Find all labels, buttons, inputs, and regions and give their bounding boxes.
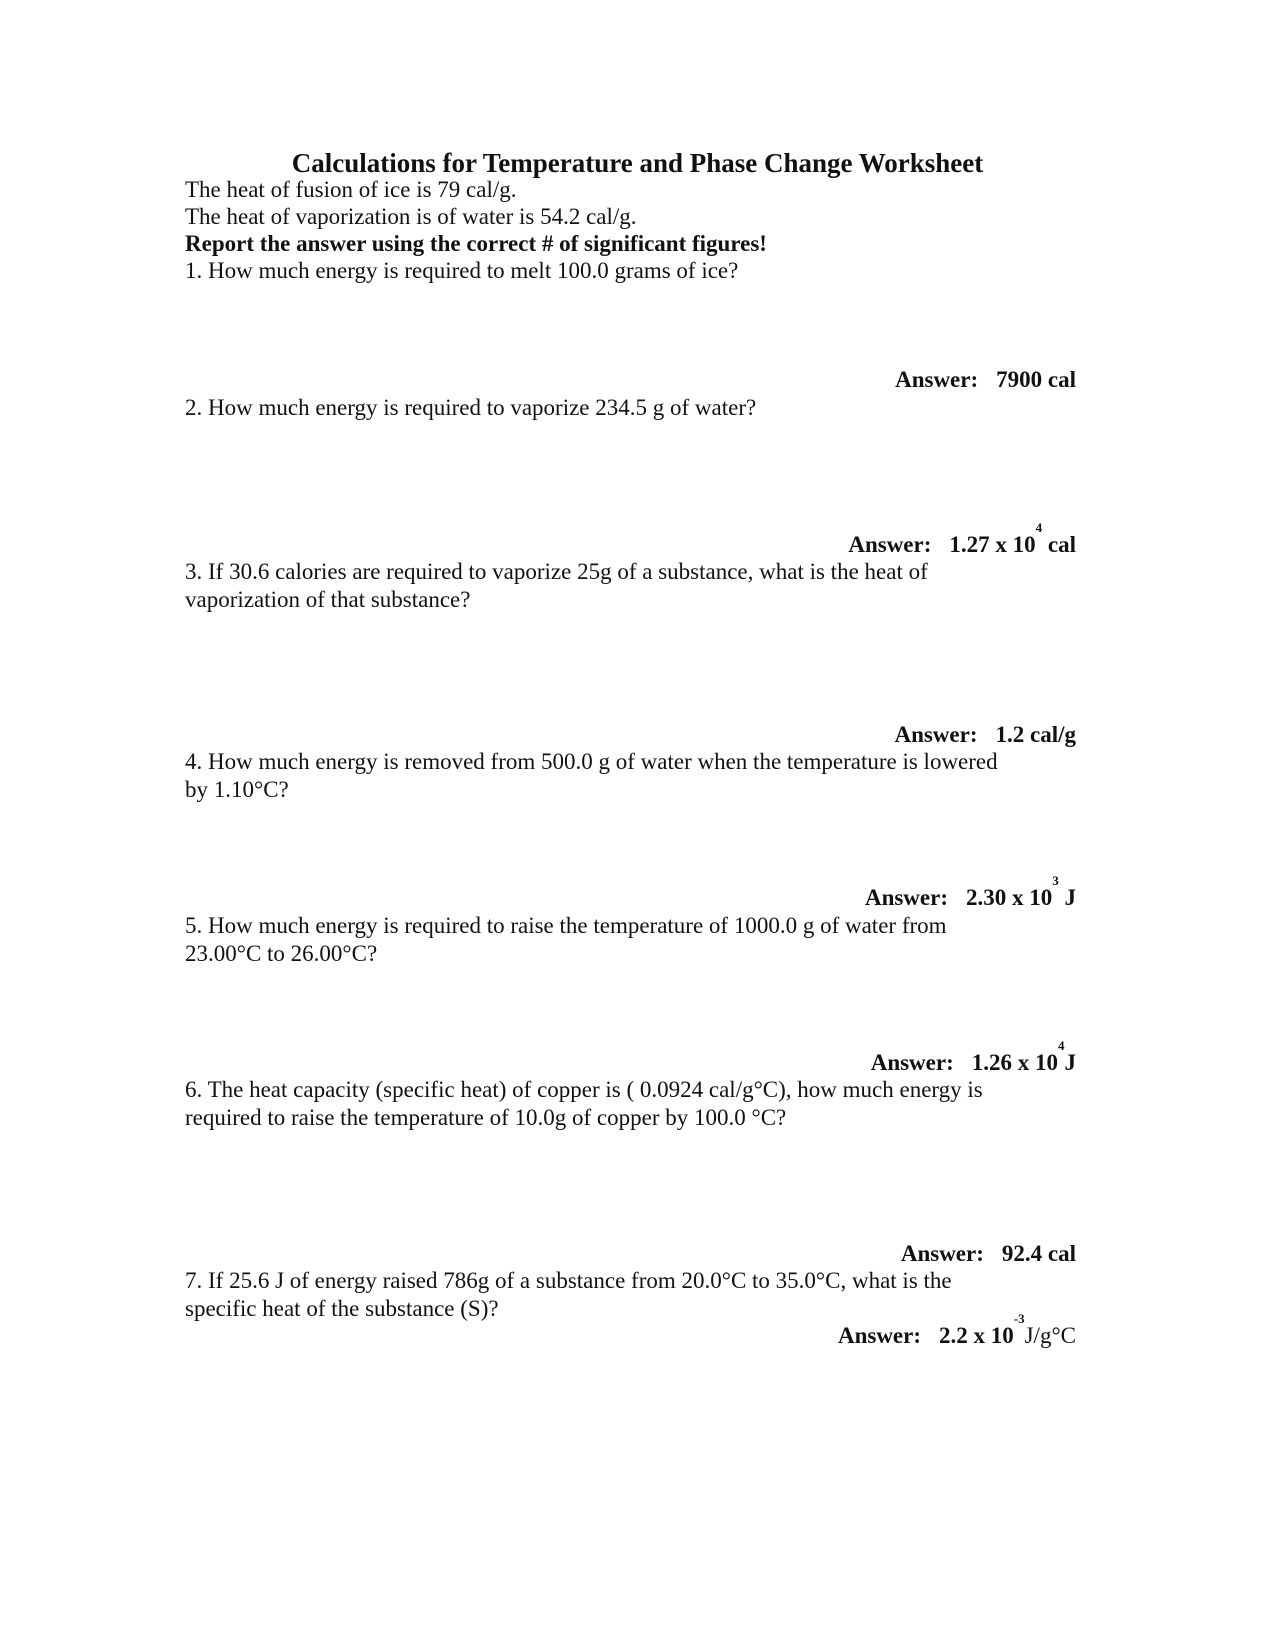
question-2-text: 2. How much energy is required to vaporize 234.5 g of water? <box>185 395 757 420</box>
question-5-text-line-1: 5. How much energy is required to raise the temperature of 1000.0 g of water from <box>185 913 947 938</box>
question-3-text-line-2: vaporization of that substance? <box>185 587 471 612</box>
question-2-answer <box>848 520 1076 559</box>
answer-unit: J <box>1064 1050 1076 1075</box>
question-4-answer <box>864 873 1076 912</box>
answer-label: Answer: <box>848 532 932 557</box>
answer-base: 1.26 x 10 <box>971 1050 1058 1075</box>
answer-label: Answer: <box>837 1323 922 1348</box>
question-5-answer <box>870 1038 1076 1077</box>
question-3-answer <box>894 721 1076 749</box>
answer-base: 2.30 x 10 <box>966 885 1053 910</box>
question-1-answer <box>895 366 1076 394</box>
answer-exponent: 3 <box>1052 873 1059 888</box>
answer-exponent: -3 <box>1013 1311 1025 1326</box>
answer-label: Answer: <box>894 722 978 747</box>
question-4-text-line-1: 4. How much energy is removed from 500.0 g of water when the temperature is lowered <box>185 749 998 774</box>
answer-label: Answer: <box>895 367 979 392</box>
answer-label: Answer: <box>864 885 948 910</box>
question-7-text-line-1: 7. If 25.6 J of energy raised 786g of a substance from 20.0°C to 35.0°C, what is the <box>185 1268 952 1293</box>
answer-value: 7900 cal <box>996 367 1076 392</box>
question-6-answer <box>901 1240 1076 1268</box>
question-1-text: 1. How much energy is required to melt 100.0 grams of ice? <box>185 258 739 283</box>
question-4-text-line-2: by 1.10°C? <box>185 777 289 802</box>
answer-base: 2.2 x 10 <box>939 1323 1014 1348</box>
answer-exponent: 4 <box>1058 1038 1065 1053</box>
question-6-text-line-1: 6. The heat capacity (specific heat) of copper is ( 0.0924 cal/g°C), how much energy is <box>185 1077 983 1102</box>
answer-unit: cal <box>1042 532 1076 557</box>
heat-of-fusion-note: The heat of fusion of ice is 79 cal/g. <box>185 177 517 202</box>
answer-base: 1.27 x 10 <box>949 532 1036 557</box>
answer-unit: J <box>1058 885 1076 910</box>
answer-exponent: 4 <box>1035 520 1043 535</box>
question-6-text-line-2: required to raise the temperature of 10.0g of copper by 100.0 °C? <box>185 1105 787 1130</box>
question-5-text-line-2: 23.00°C to 26.00°C? <box>185 941 378 966</box>
page-title: Calculations for Temperature and Phase Change Worksheet <box>291 148 984 178</box>
question-7-text-line-2: specific heat of the substance (S)? <box>185 1296 499 1321</box>
answer-value: 92.4 cal <box>1001 1241 1076 1266</box>
answer-label: Answer: <box>870 1050 954 1075</box>
answer-label: Answer: <box>900 1241 984 1266</box>
answer-unit: J/g°C <box>1024 1323 1076 1348</box>
question-7-answer <box>837 1311 1076 1350</box>
answer-value: 1.2 cal/g <box>995 722 1076 747</box>
instruction-text: Report the answer using the correct # of significant figures! <box>185 231 767 256</box>
heat-of-vaporization-note: The heat of vaporization is of water is 54.2 cal/g. <box>185 204 637 229</box>
question-3-text-line-1: 3. If 30.6 calories are required to vaporize 25g of a substance, what is the heat of <box>185 559 928 584</box>
